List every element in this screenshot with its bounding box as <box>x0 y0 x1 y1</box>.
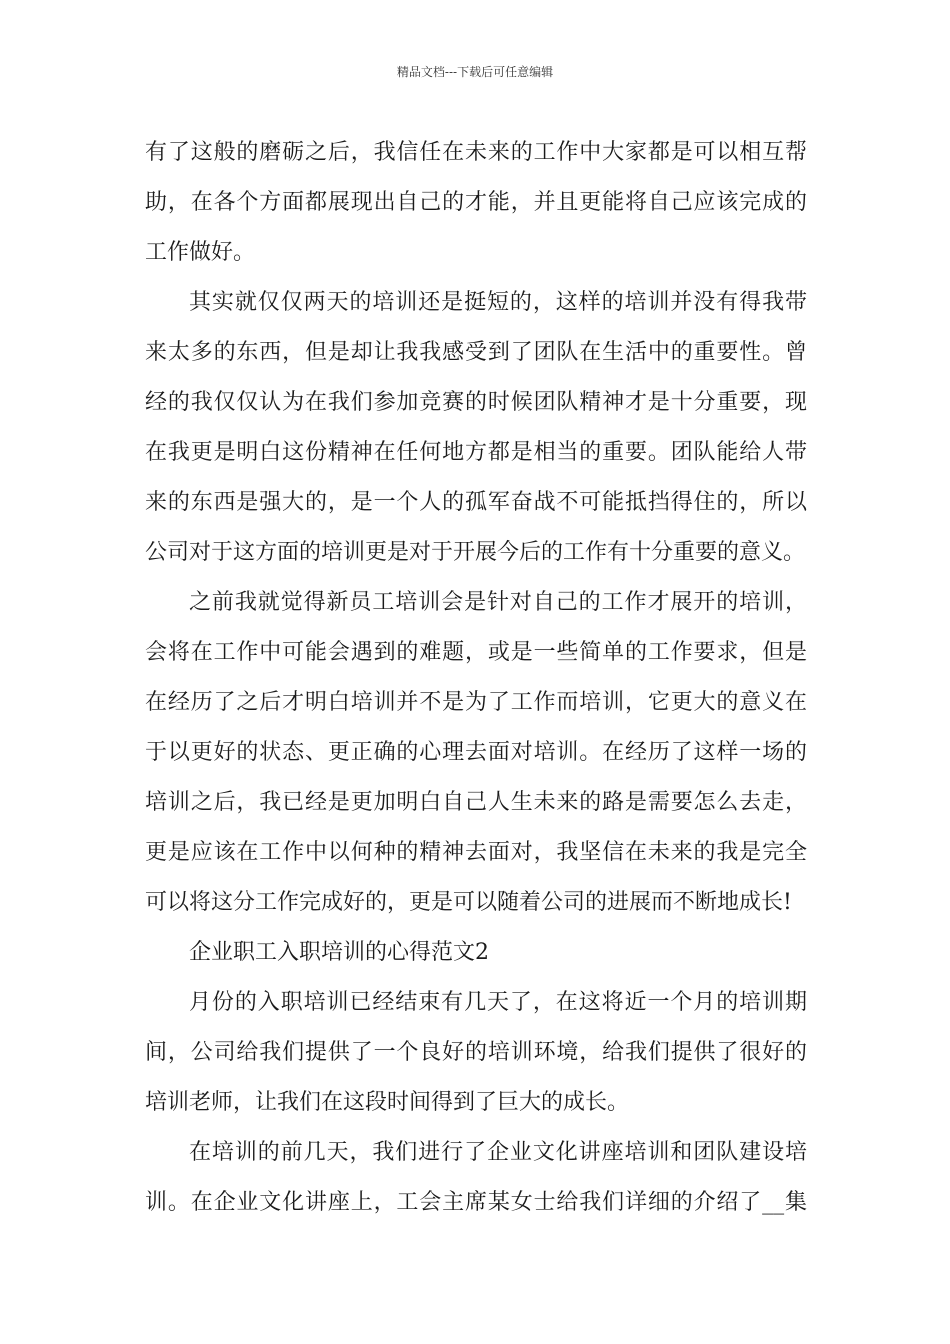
document-body <box>145 128 807 1228</box>
text-line: 间，公司给我们提供了一个良好的培训环境，给我们提供了很好的 <box>145 1040 807 1065</box>
text-line: 培训之后，我已经是更加明白自己人生未来的路是需要怎么去走， <box>145 790 807 815</box>
text-line: 公司对于这方面的培训更是对于开展今后的工作有十分重要的意义。 <box>145 540 806 565</box>
page-header: 精品文档---下载后可任意编辑 <box>396 65 554 79</box>
text-line: 有了这般的磨砺之后，我信任在未来的工作中大家都是可以相互帮 <box>145 140 807 165</box>
text-line: 训。在企业文化讲座上，工会主席某女士给我们详细的介绍了__集 <box>145 1190 807 1215</box>
section-title: 企业职工入职培训的心得范文2 <box>189 940 489 965</box>
text-line: 经的我仅仅认为在我们参加竞赛的时候团队精神才是十分重要，现 <box>145 390 807 415</box>
text-line: 更是应该在工作中以何种的精神去面对，我坚信在未来的我是完全 <box>145 840 807 865</box>
text-line: 其实就仅仅两天的培训还是挺短的，这样的培训并没有得我带 <box>189 290 807 315</box>
text-line: 来的东西是强大的，是一个人的孤军奋战不可能抵挡得住的，所以 <box>145 490 807 515</box>
paragraph <box>145 278 807 578</box>
text-line: 月份的入职培训已经结束有几天了，在这将近一个月的培训期 <box>189 990 807 1015</box>
paragraph <box>145 578 807 928</box>
text-line: 可以将这分工作完成好的，更是可以随着公司的进展而不断地成长! <box>145 890 792 915</box>
paragraph <box>145 978 807 1128</box>
text-line: 培训老师，让我们在这段时间得到了巨大的成长。 <box>145 1090 630 1115</box>
paragraph <box>145 128 807 278</box>
text-line: 在经历了之后才明白培训并不是为了工作而培训，它更大的意义在 <box>145 690 807 715</box>
text-line: 工作做好。 <box>145 240 256 265</box>
text-line: 助，在各个方面都展现出自己的才能，并且更能将自己应该完成的 <box>145 190 807 215</box>
text-line: 会将在工作中可能会遇到的难题，或是一些简单的工作要求，但是 <box>145 640 807 665</box>
text-line: 来太多的东西，但是却让我我感受到了团队在生活中的重要性。曾 <box>145 340 807 365</box>
paragraph <box>145 1128 807 1228</box>
text-line: 于以更好的状态、更正确的心理去面对培训。在经历了这样一场的 <box>145 740 807 765</box>
text-line: 在我更是明白这份精神在任何地方都是相当的重要。团队能给人带 <box>145 440 807 465</box>
text-line: 之前我就觉得新员工培训会是针对自己的工作才展开的培训， <box>189 590 807 615</box>
section-heading <box>145 928 807 978</box>
text-line: 在培训的前几天，我们进行了企业文化讲座培训和团队建设培 <box>189 1140 807 1165</box>
